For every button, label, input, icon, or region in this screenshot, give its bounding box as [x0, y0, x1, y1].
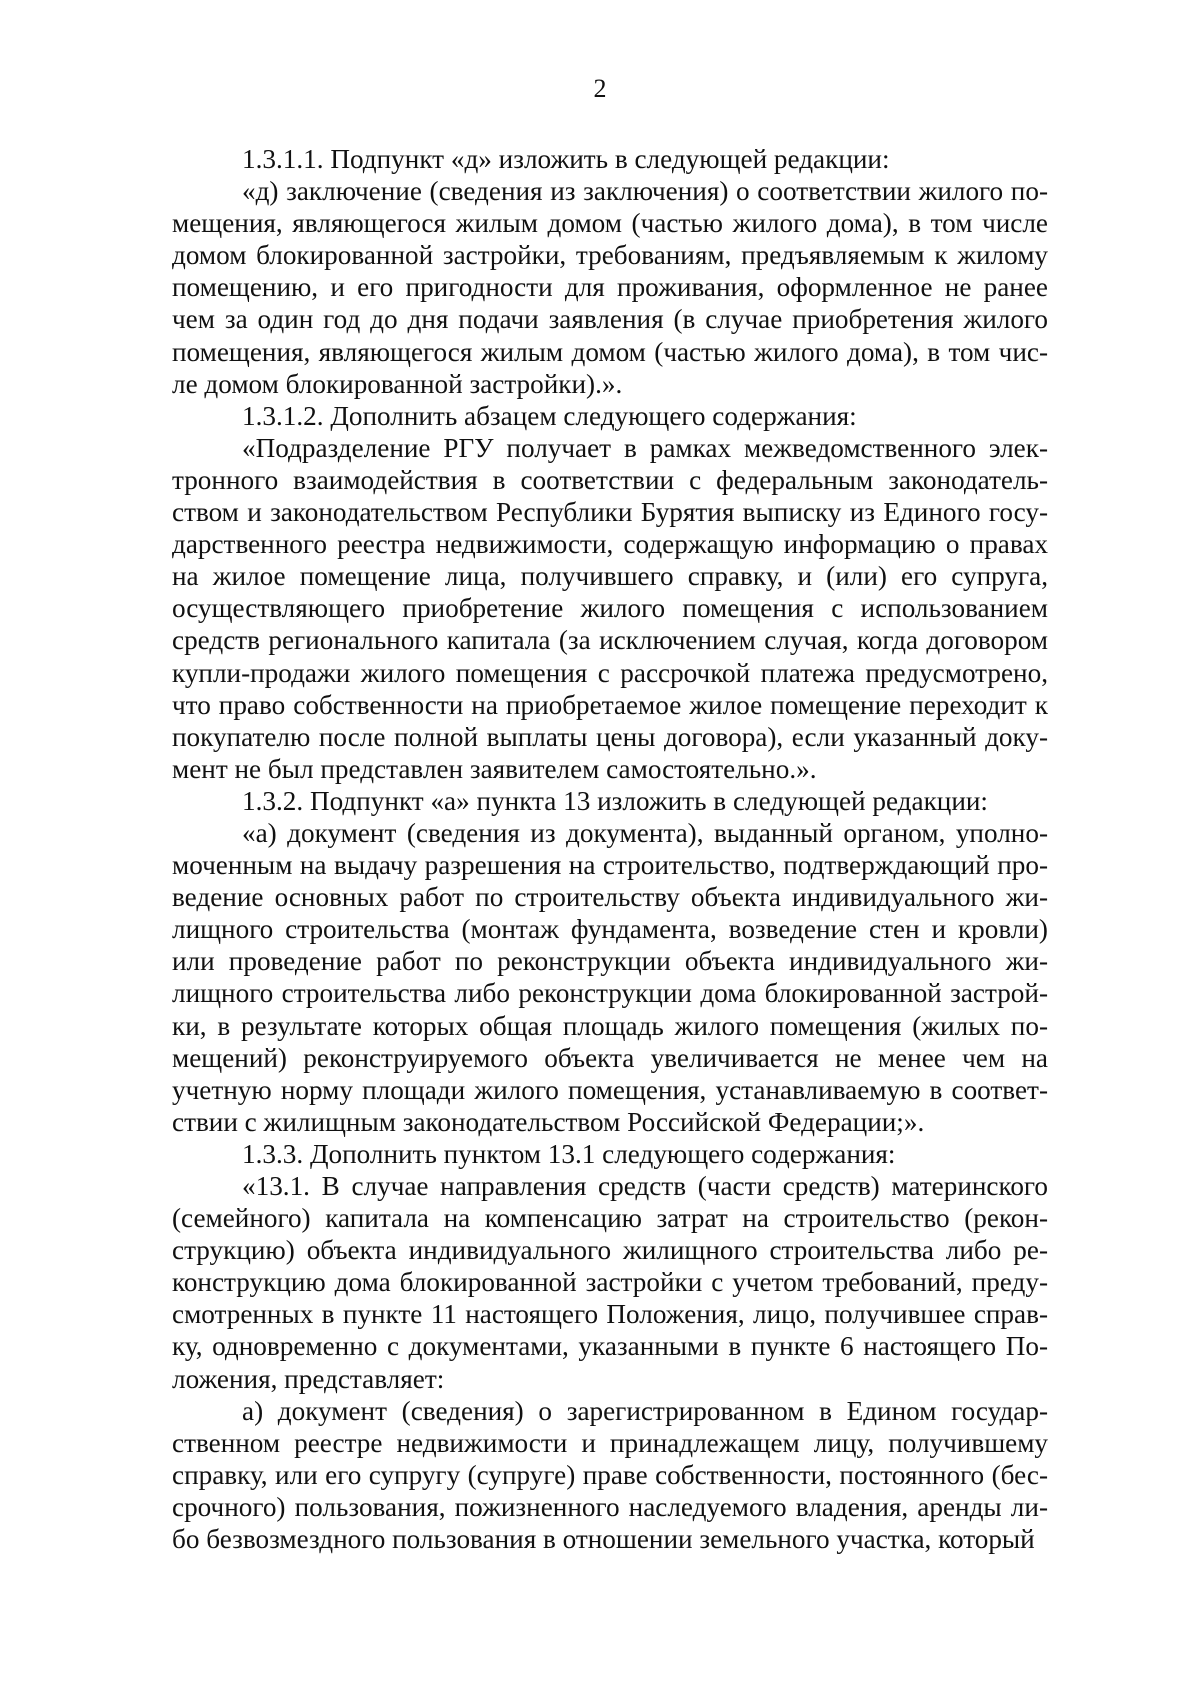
paragraph-subitem-d: «д) заключение (сведения из заключения) о соответствии жилого помещения, являющегося жилым домом (частью жилого дома), в том числе домом блокированной застройки, требованиям, предъявляемым к жилому помещению, и его пригодности для проживания, оформленное не ранее чем за один год до дня подачи заявления (в случае приобретения жилого помещения, являющегося жилым домом (частью жилого дома), в том числе домом блокированной застройки).». — [172, 176, 1048, 399]
document-body — [172, 143, 1048, 1555]
paragraph-subitem-a: «а) документ (сведения из документа), выданный органом, уполномоченным на выдачу разрешения на строительство, подтверждающий проведение основных работ по строительству объекта индивидуального жилищного строительства (монтаж фундамента, возведение стен и кровли) или проведение работ по реконструкции объекта индивидуального жилищного строительства либо реконструкции дома блокированной застройки, в результате которых общая площадь жилого помещения (жилых помещений) реконструируемого объекта увеличивается не менее чем на учетную норму площади жилого помещения, устанавливаемую в соответствии с жилищным законодательством Российской Федерации;». — [172, 817, 1048, 1137]
paragraph-13-1: «13.1. В случае направления средств (части средств) материнского (семейного) капитала на компенсацию затрат на строительство (реконструкцию) объекта индивидуального жилищного строительства либо реконструкцию дома блокированной застройки с учетом требований, предусмотренных в пункте 11 настоящего Положения, лицо, получившее справку, одновременно с документами, указанными в пункте 6 настоящего Положения, представляет: — [172, 1171, 1048, 1394]
paragraph-1-3-1-1: 1.3.1.1. Подпункт «д» изложить в следующей редакции: — [242, 144, 890, 174]
page-number: 2 — [593, 74, 607, 103]
paragraph-1-3-3: 1.3.3. Дополнить пунктом 13.1 следующего содержания: — [242, 1138, 896, 1169]
paragraph-item-a: а) документ (сведения) о зарегистрированном в Едином государственном реестре недвижимости и принадлежащем лицу, получившему справку, или его супругу (супруге) праве собственности, постоянного (бессрочного) пользования, пожизненного наследуемого владения, аренды либо безвозмездного пользования в отношении земельного участка, который — [172, 1395, 1048, 1555]
paragraph-rgu-division: «Подразделение РГУ получает в рамках межведомственного электронного взаимодействия в соответствии с федеральным законодательством и законодательством Республики Бурятия выписку из Единого государственного реестра недвижимости, содержащую информацию о правах на жилое помещение лица, получившего справку, и (или) его супруга, осуществляющего приобретение жилого помещения с использованием средств регионального капитала (за исключением случая, когда договором купли-продажи жилого помещения с рассрочкой платежа предусмотрено, что право собственности на приобретаемое жилое помещение переходит к покупателю после полной выплаты цены договора), если указанный документ не был представлен заявителем самостоятельно.». — [172, 432, 1048, 784]
paragraph-1-3-2: 1.3.2. Подпункт «а» пункта 13 изложить в следующей редакции: — [242, 785, 988, 816]
paragraph-1-3-1-2: 1.3.1.2. Дополнить абзацем следующего содержания: — [242, 400, 857, 431]
